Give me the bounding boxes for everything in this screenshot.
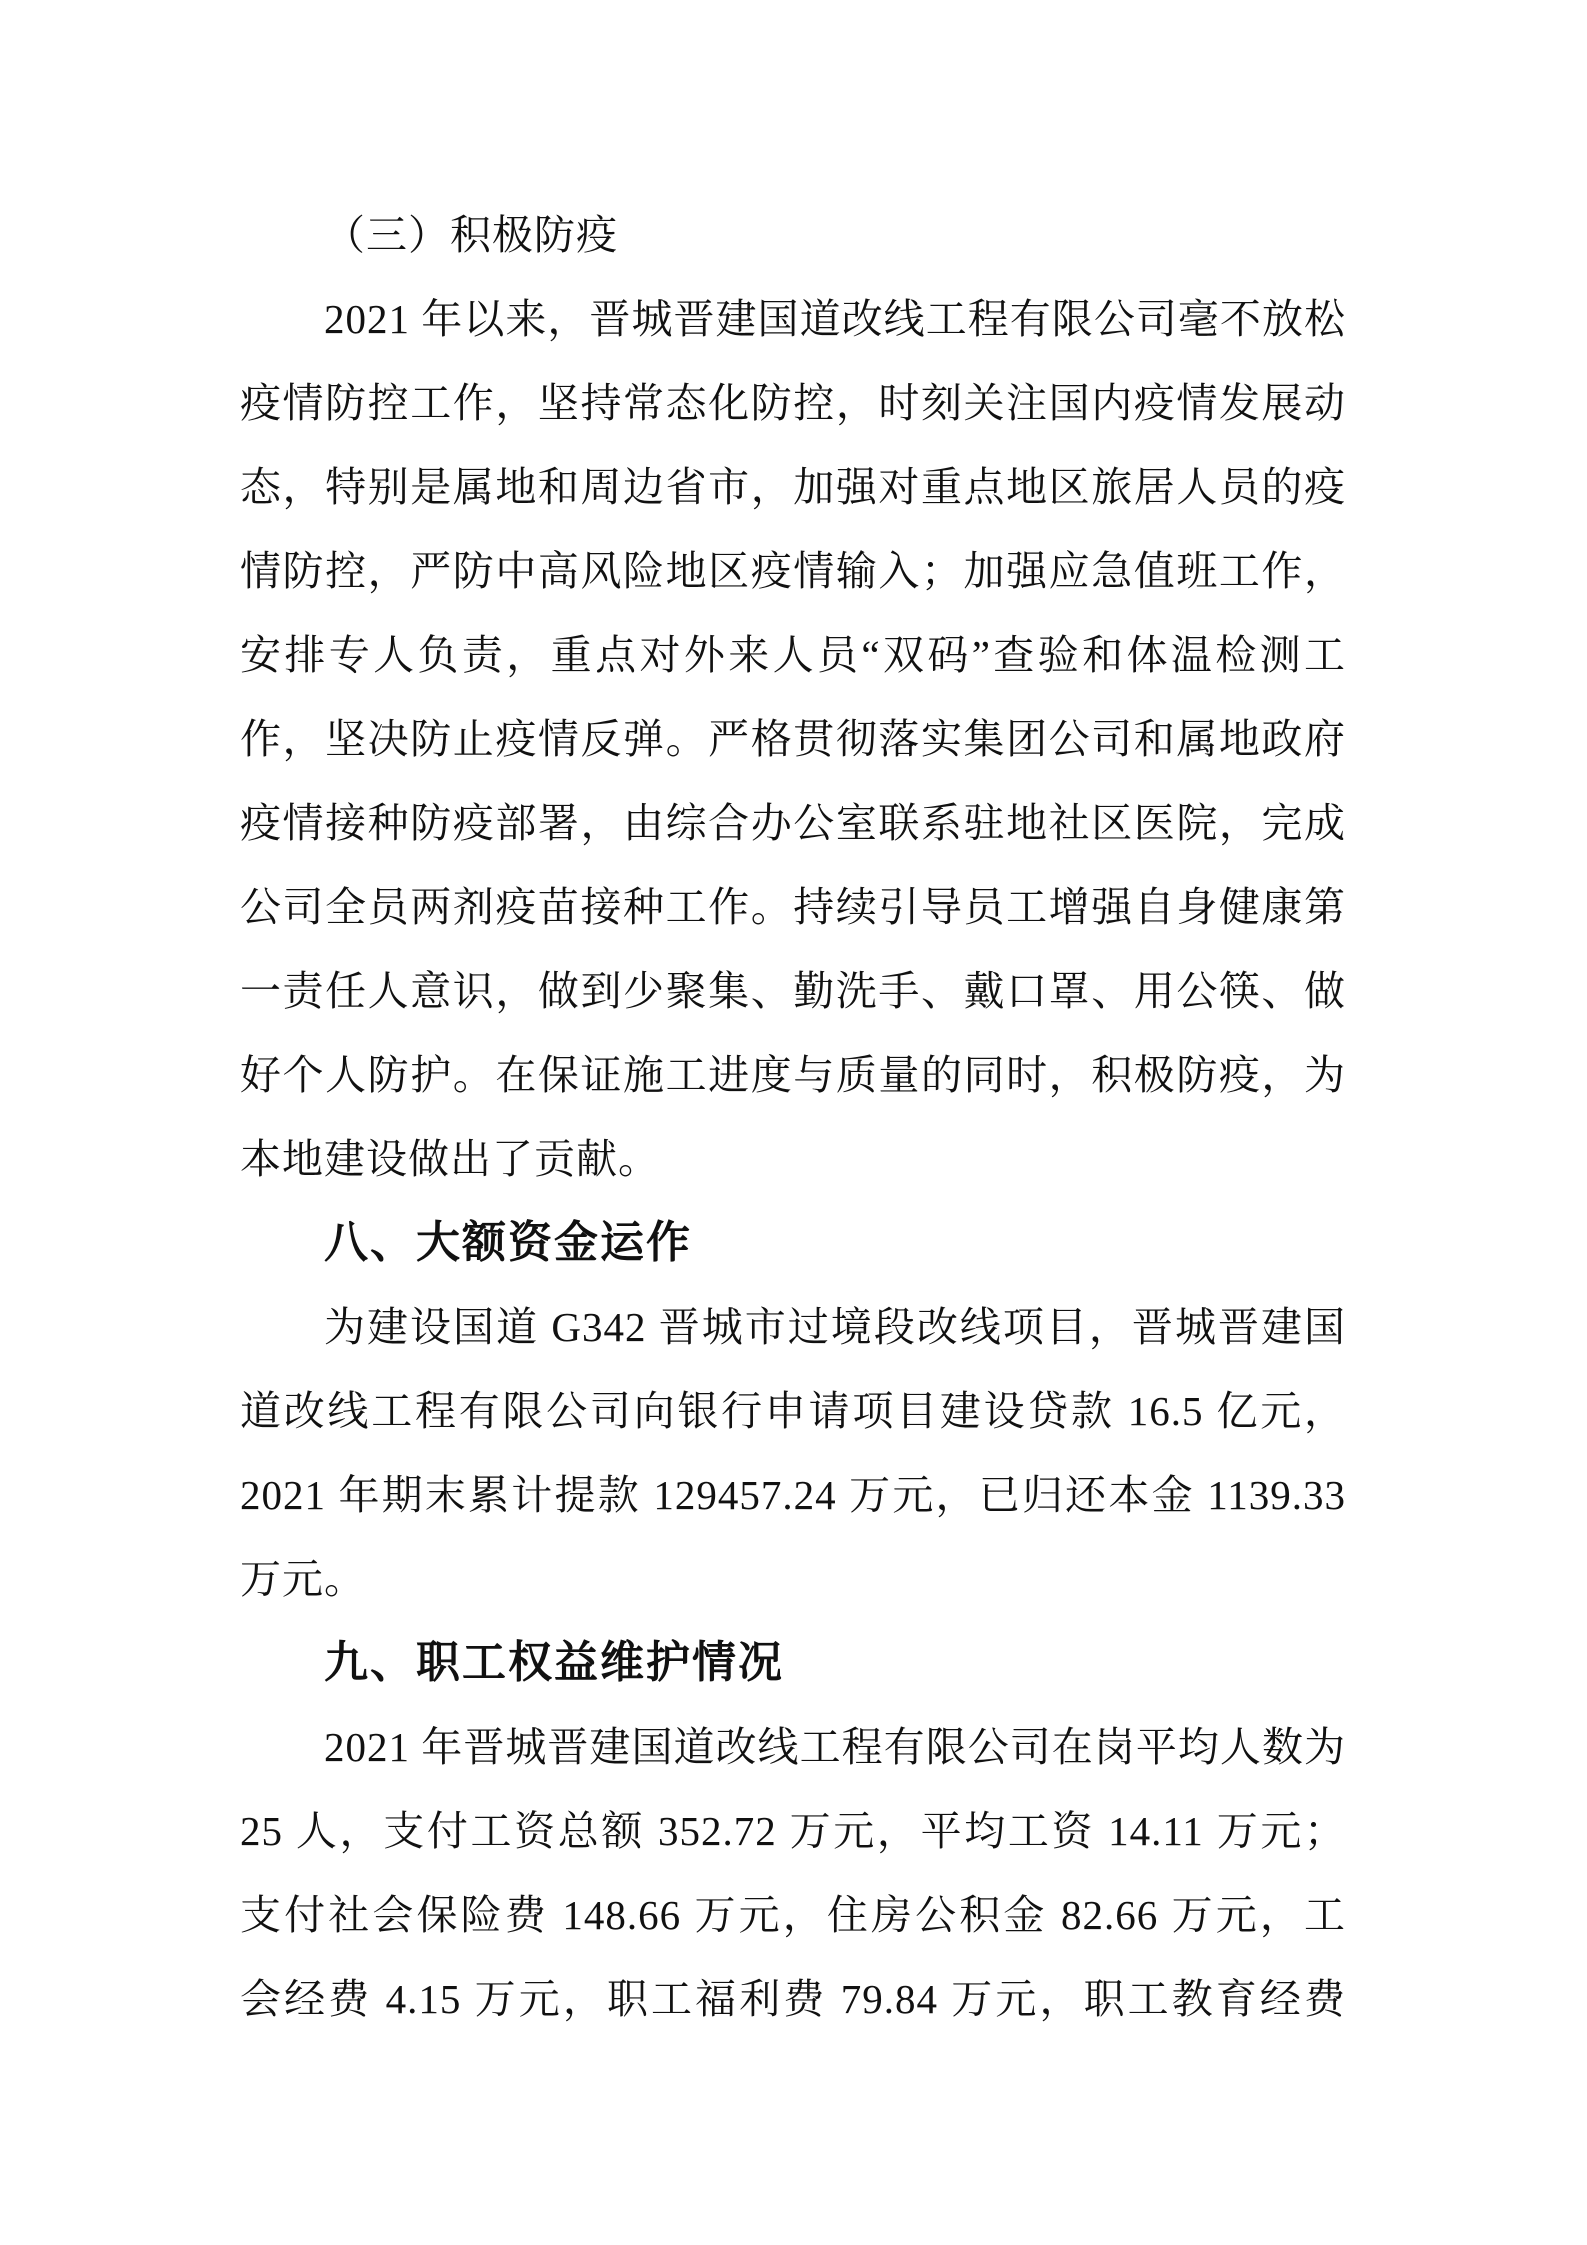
section-heading-employee-rights-protection: 九、职工权益维护情况: [324, 1638, 784, 1687]
text-line: 疫情接种防疫部署，由综合办公室联系驻地社区医院，完成: [240, 800, 1346, 846]
text-line: 好个人防护。在保证施工进度与质量的同时，积极防疫，为: [240, 1052, 1346, 1098]
text-line: 道改线工程有限公司向银行申请项目建设贷款 16.5 亿元，: [240, 1388, 1346, 1434]
text-line: 疫情防控工作，坚持常态化防控，时刻关注国内疫情发展动: [240, 380, 1346, 426]
section-heading-large-fund-operations: 八、大额资金运作: [324, 1218, 692, 1267]
text-line: 2021 年以来，晋城晋建国道改线工程有限公司毫不放松: [324, 296, 1346, 342]
text-line: 本地建设做出了贡献。: [240, 1136, 660, 1182]
text-line: 为建设国道 G342 晋城市过境段改线项目，晋城晋建国: [324, 1304, 1346, 1350]
text-line: 25 人，支付工资总额 352.72 万元，平均工资 14.11 万元；: [240, 1808, 1346, 1854]
subsection-heading-active-epidemic-prevention: （三）积极防疫: [324, 212, 618, 258]
text-line: 情防控，严防中高风险地区疫情输入；加强应急值班工作，: [240, 548, 1346, 594]
text-line: 支付社会保险费 148.66 万元，住房公积金 82.66 万元，工: [240, 1892, 1346, 1938]
text-line: 2021 年期末累计提款 129457.24 万元，已归还本金 1139.33: [240, 1472, 1346, 1518]
text-line: 2021 年晋城晋建国道改线工程有限公司在岗平均人数为: [324, 1724, 1346, 1770]
text-line: 一责任人意识，做到少聚集、勤洗手、戴口罩、用公筷、做: [240, 968, 1346, 1014]
text-line: 作，坚决防止疫情反弹。严格贯彻落实集团公司和属地政府: [240, 716, 1346, 762]
text-line: 安排专人负责，重点对外来人员“双码”查验和体温检测工: [240, 632, 1346, 678]
document-body: [240, 193, 1346, 2041]
text-line: 公司全员两剂疫苗接种工作。持续引导员工增强自身健康第: [240, 884, 1346, 930]
text-line: 万元。: [240, 1556, 366, 1602]
text-line: 会经费 4.15 万元，职工福利费 79.84 万元，职工教育经费: [240, 1976, 1346, 2022]
text-line: 态，特别是属地和周边省市，加强对重点地区旅居人员的疫: [240, 464, 1346, 510]
